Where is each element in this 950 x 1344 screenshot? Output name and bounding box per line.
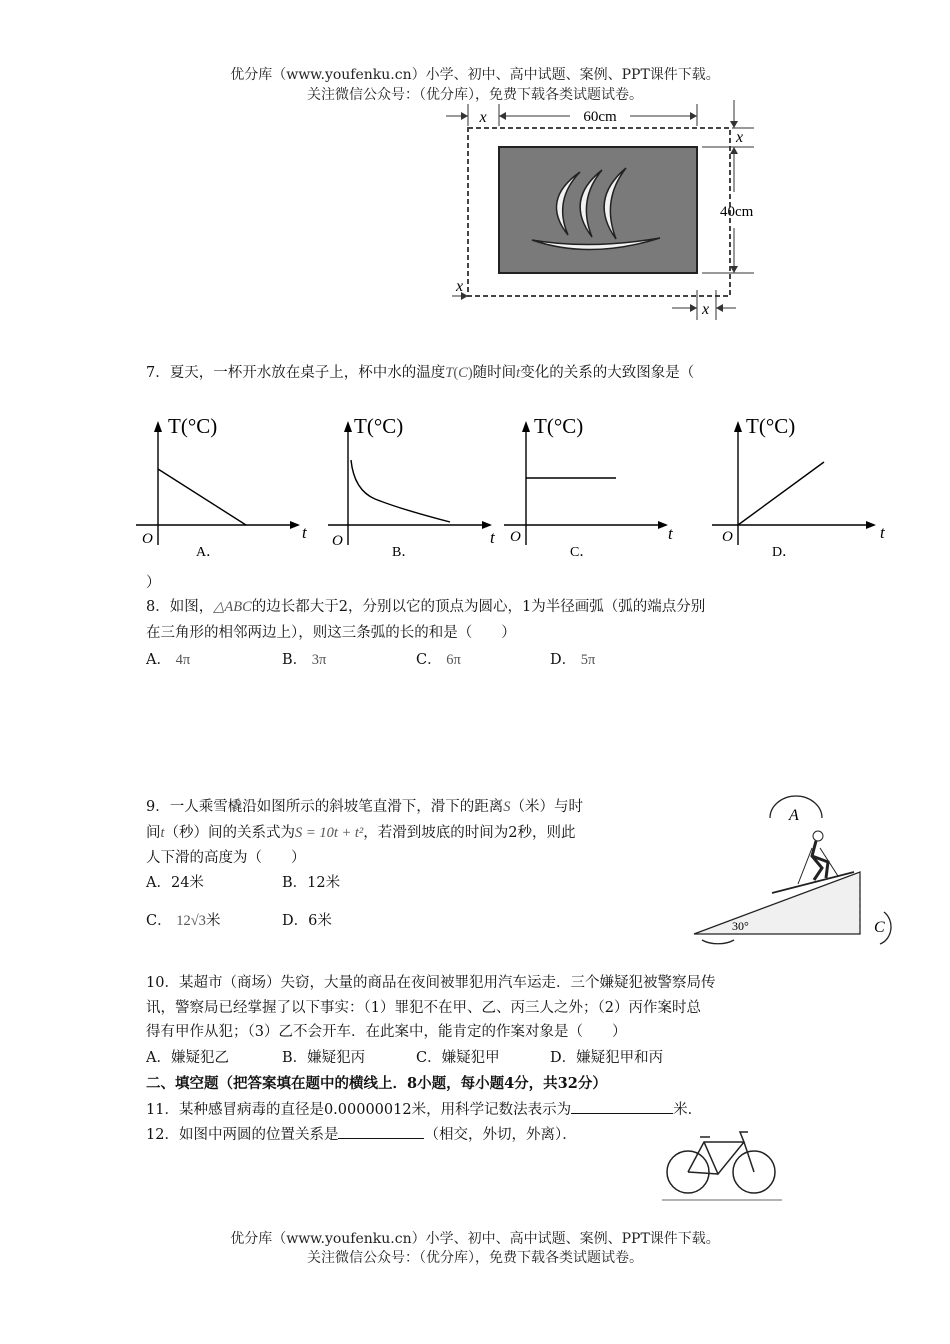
q12-suffix: （相交，外切，外离）． [424,1127,577,1143]
q9-line1-prefix: 9．一人乘雪橇沿如图所示的斜坡笔直滑下，滑下的距离 [146,799,504,815]
frame-figure [440,100,780,330]
question-12 [146,1122,577,1147]
bicycle-figure [660,1126,785,1204]
header-line-2: 关注微信公众号：（优分库），免费下载各类试题试卷。 [307,87,643,103]
slope-figure [688,792,904,960]
graph-d-x-label: t [880,523,885,542]
q7-close-paren: ） [146,575,161,591]
width-label: 60cm [583,109,617,125]
question-9-line-3: 人下滑的高度为（ ） [146,850,306,866]
graph-b [320,405,502,565]
q11-prefix: 11．某种感冒病毒的直径是0.00000012米，用科学记数法表示为 [146,1102,572,1118]
question-7-stem: 7．夏天，一杯开水放在桌子上，杯中水的温度T(C)随时间t变化的关系的大致图象是（ [146,365,695,381]
graph-b-x-label: t [490,528,495,547]
q10-option-d: D．嫌疑犯甲和丙 [550,1050,664,1066]
q10-option-c: C．嫌疑犯甲 [416,1050,500,1066]
graph-a [128,405,310,565]
x-label-bottom: x [702,301,710,318]
question-9-line-2 [146,822,576,845]
graph-a-x-label: t [302,523,307,542]
header-line-1: 优分库（www.youfenku.cn）小学、初中、高中试题、案例、PPT课件下载。 [230,67,720,83]
q11-suffix: 米． [673,1102,703,1118]
q8-line1-suffix: 的边长都大于2，分别以它的顶点为圆心，1为半径画弧（弧的端点分别 [251,599,706,615]
q8-prefix: 8．如图， [146,599,214,615]
graph-b-option: B． [392,545,416,560]
q7-prefix: 7．夏天，一杯开水放在桌子上，杯中水的温度 [146,365,446,381]
question-10-line-2: 讯，警察局已经掌握了以下事实：（1）罪犯不在甲、乙、丙三人之外；（2）丙作案时总 [146,1000,701,1016]
graph-d-option: D． [772,545,797,560]
question-8-line-1 [146,596,705,619]
question-8-line-2: 在三角形的相邻两边上），则这三条弧的长的和是（ ） [146,625,516,641]
q9-option-d: D．6米 [282,913,332,929]
graph-d-y-label: T(°C) [746,414,796,438]
q9-formula: S = 10t + t² [295,825,364,841]
q8-triangle: △ABC [213,599,252,615]
question-11 [146,1097,702,1122]
q11-answer-blank[interactable] [571,1097,673,1114]
q8-option-d: D． 5π [550,652,596,668]
q9-line2-mid: （秒）间的关系式为 [164,825,296,841]
q7-var-T: T [445,365,454,381]
graph-d [706,405,896,565]
q8-option-b: B． 3π [282,652,327,668]
q7-var-C: C [458,365,468,381]
q7-middle: 随时间 [472,365,517,381]
q9-line2-suffix: ，若滑到坡底的时间为2秒，则此 [363,825,576,841]
q12-answer-blank[interactable] [338,1122,424,1139]
graph-c-option: C． [570,545,594,560]
graph-c-origin: O [510,529,521,545]
q7-suffix: 变化的关系的大致图象是（ [520,365,695,381]
q12-prefix: 12．如图中两圆的位置关系是 [146,1127,339,1143]
q8-option-a: A． 4π [146,652,191,668]
section-2-title: 二、填空题（把答案填在题中的横线上．8小题，每小题4分，共32分） [146,1075,607,1092]
graph-b-y-label: T(°C) [354,414,404,438]
q9-line2-prefix: 间 [146,825,161,841]
q9-option-c: C． 12√3米 [146,913,221,929]
footer-line-1: 优分库（www.youfenku.cn）小学、初中、高中试题、案例、PPT课件下载。 [230,1231,720,1247]
question-9-line-1 [146,796,583,819]
question-10-line-3: 得有甲作从犯；（3）乙不会开车．在此案中，能肯定的作案对象是（ ） [146,1024,627,1040]
x-label-left: x [456,278,464,295]
q9-line1-suffix: （米）与时 [510,799,583,815]
q9-option-a: A．24米 [146,875,204,891]
q10-option-a: A．嫌疑犯乙 [146,1050,229,1066]
q9-var-t: t [160,825,165,841]
q9-option-b: B．12米 [282,875,341,891]
q7-var-t: t [516,365,521,381]
q8-option-c: C． 6π [416,652,461,668]
footer-line-2: 关注微信公众号：（优分库），免费下载各类试题试卷。 [307,1250,643,1266]
graph-a-option: A． [196,545,221,560]
x-label-top: x [479,109,487,126]
height-label: 40cm [720,204,754,220]
q10-option-b: B．嫌疑犯丙 [282,1050,366,1066]
x-label-right: x [736,129,744,146]
slope-angle-label: 30° [732,919,749,933]
slope-label-a: A [789,807,799,824]
graph-d-origin: O [722,529,733,545]
graph-a-origin: O [142,531,153,547]
graph-a-y-label: T(°C) [168,414,218,438]
q9-var-S: S [503,799,511,815]
graph-c-x-label: t [668,524,673,543]
slope-label-c: C [874,919,885,936]
question-10-line-1: 10．某超市（商场）失窃，大量的商品在夜间被罪犯用汽车运走．三个嫌疑犯被警察局传 [146,975,716,991]
graph-c-y-label: T(°C) [534,414,584,438]
graph-c [500,405,682,565]
graph-b-origin: O [332,533,343,549]
